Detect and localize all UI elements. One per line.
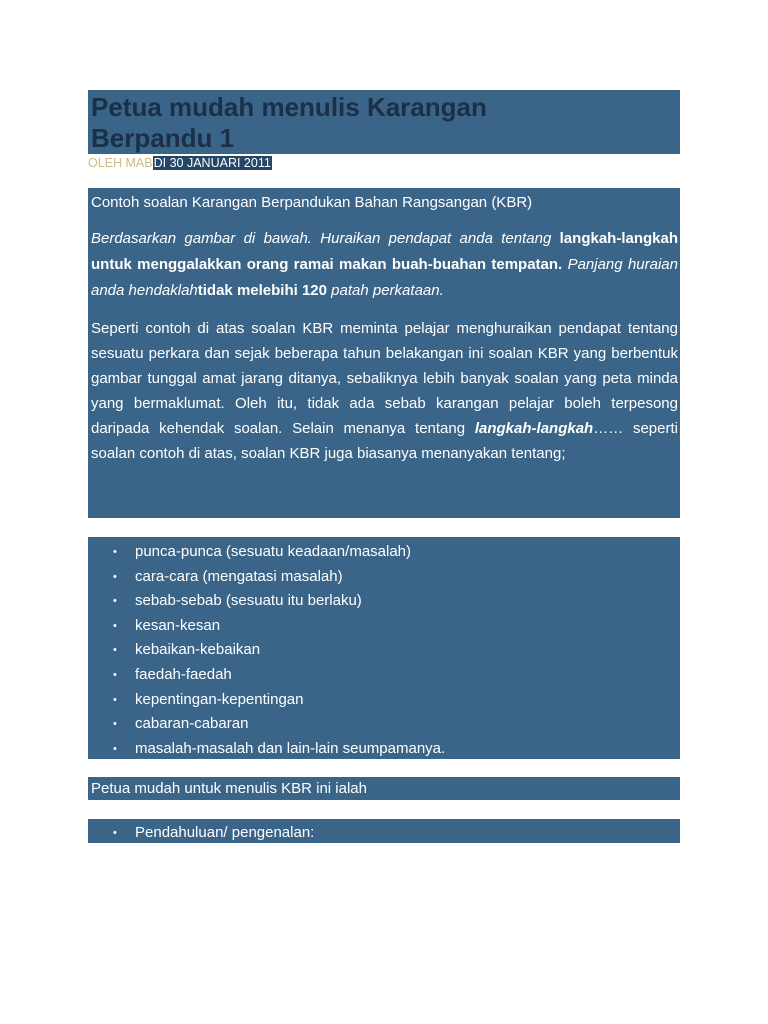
paragraph-emphasis: langkah-langkah xyxy=(474,420,594,437)
list-item xyxy=(88,737,680,762)
post-meta xyxy=(88,155,272,171)
list-item-text: kebaikan-kebaikan xyxy=(135,641,261,659)
list-item xyxy=(88,688,680,713)
intro-block xyxy=(88,188,680,518)
list-item xyxy=(88,712,680,737)
paragraph-part-1: Seperti contoh di atas soalan KBR meminta pelajar menghuraikan pendapat tentang sesuatu perkara dan sejak beberapa tahun belakangan ini soalan KBR yang berbentuk gambar tunggal amat jarang ditanya, sebaliknya lebih banyak soalan yang peta minda yang bermaklumat. Oleh itu, tidak ada sebab karangan pelajar boleh terpesong daripada kehendak soalan. Selain menanya tentang xyxy=(91,320,678,437)
post-date: DI 30 JANUARI 2011 xyxy=(153,156,271,170)
list-item-text: masalah-masalah dan lain-lain seumpamanya. xyxy=(135,739,446,757)
list-item-text: faedah-faedah xyxy=(135,665,232,683)
sample-question xyxy=(91,226,678,304)
question-part-3: patah perkataan. xyxy=(331,282,444,299)
question-bold-2: tidak melebihi 120 xyxy=(197,282,327,299)
list-item-text: cara-cara (mengatasi masalah) xyxy=(135,567,343,585)
list-item xyxy=(88,589,680,614)
bullet-icon: • xyxy=(113,570,117,583)
tips-list-block xyxy=(88,819,680,843)
list-item-text: Pendahuluan/ pengenalan: xyxy=(135,824,315,841)
title-line-1: Petua mudah menulis Karangan xyxy=(91,92,487,122)
question-bold-1: langkah-langkah untuk menggalakkan orang ramai makan buah-buahan tempatan. xyxy=(91,230,678,273)
bullet-icon: • xyxy=(113,619,117,632)
list-item-text: sebab-sebab (sesuatu itu berlaku) xyxy=(135,592,362,610)
bullet-icon: • xyxy=(113,693,117,706)
list-item-text: kesan-kesan xyxy=(135,616,221,634)
title-block xyxy=(88,90,680,154)
list-item xyxy=(88,821,680,846)
bullet-icon: • xyxy=(113,718,117,731)
list-item xyxy=(88,565,680,590)
bullet-icon: • xyxy=(113,668,117,681)
question-types-list xyxy=(88,537,680,761)
bullet-icon: • xyxy=(113,742,117,755)
tips-heading: Petua mudah untuk menulis KBR ini ialah xyxy=(88,777,680,800)
title-line-2: Berpandu 1 xyxy=(91,123,235,153)
list-item xyxy=(88,638,680,663)
bullet-icon: • xyxy=(113,827,117,839)
list-item xyxy=(88,540,680,565)
bullet-icon: • xyxy=(113,644,117,657)
list-item-text: cabaran-cabaran xyxy=(135,715,249,733)
list-item-text: punca-punca (sesuatu keadaan/masalah) xyxy=(135,543,412,560)
author-link[interactable]: OLEH MAB xyxy=(88,156,153,170)
bullet-icon: • xyxy=(113,595,117,608)
list-item xyxy=(88,614,680,639)
paragraph-part-2: …… seperti soalan contoh di atas, soalan KBR juga biasanya menanyakan tentang; xyxy=(91,420,678,462)
list-item xyxy=(88,663,680,688)
question-types-list-block xyxy=(88,537,680,759)
tips-list xyxy=(88,819,680,846)
question-part-2: Panjang huraian anda hendaklah xyxy=(91,256,678,299)
list-item-text: kepentingan-kepentingan xyxy=(135,690,304,708)
explanation-paragraph xyxy=(91,316,678,466)
intro-heading: Contoh soalan Karangan Berpandukan Bahan Rangsangan (KBR) xyxy=(91,194,533,211)
question-part-1: Berdasarkan gambar di bawah. Huraikan pendapat anda tentang xyxy=(91,230,552,247)
bullet-icon: • xyxy=(113,546,117,558)
page-title xyxy=(91,92,680,154)
